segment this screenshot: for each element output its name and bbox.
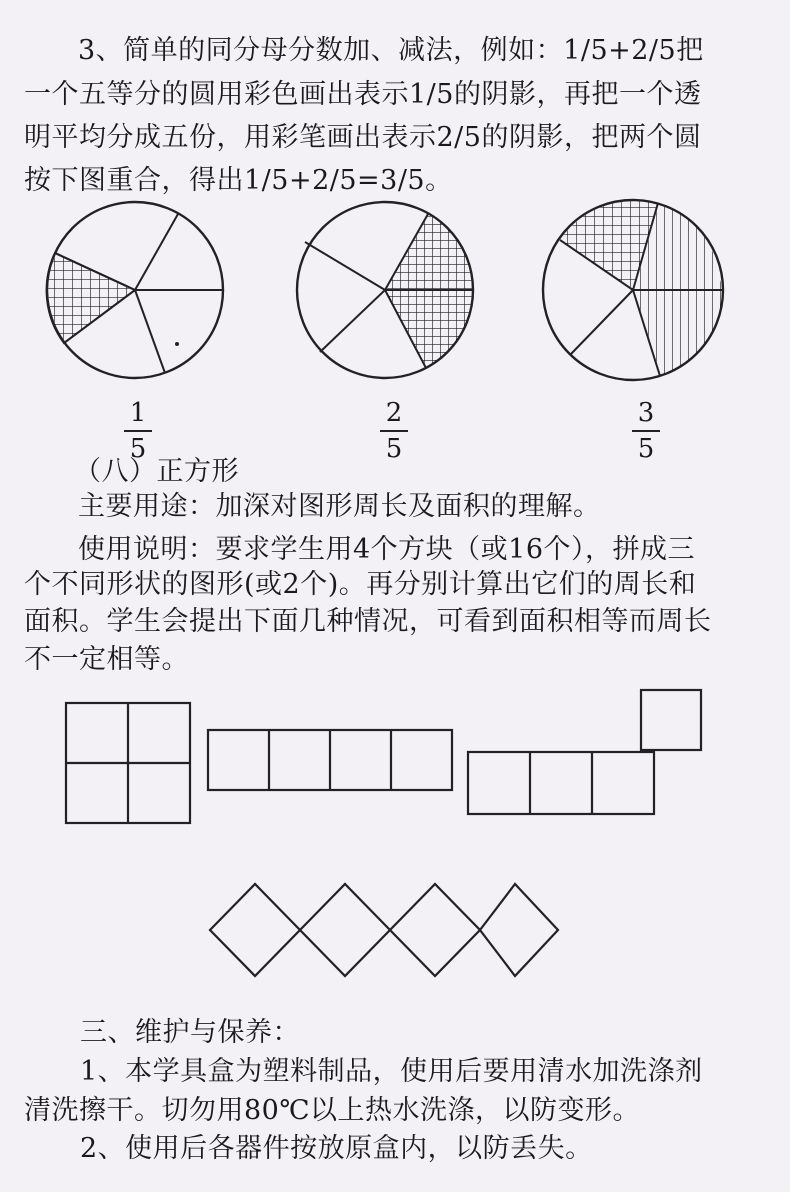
fraction-label-3 [626,398,666,464]
maintenance-heading: 三、维护与保养： [80,1017,300,1048]
section8-usage-line-4: 不一定相等。 [24,644,189,675]
shape-2x2-square [66,703,190,823]
fraction-2-bar [380,430,408,432]
fraction-3-denominator: 5 [637,434,655,464]
shape-diamond-chain [210,884,558,976]
section8-usage-line-2: 个不同形状的图形(或2个)。再分别计算出它们的周长和 [24,569,697,600]
circle-one-fifth [47,202,223,378]
shape-l-stair [468,690,701,814]
section3-line-1: 3、简单的同分母分数加、减法，例如：1/5+2/5把 [78,35,704,66]
section8-purpose: 主要用途：加深对图形周长及面积的理解。 [78,491,601,522]
maintenance-line-3: 2、使用后各器件按放原盒内，以防丢失。 [80,1133,593,1164]
section3-line-3: 明平均分成五份，用彩笔画出表示2/5的阴影，把两个圆 [24,122,702,153]
fraction-label-2 [374,398,414,464]
shape-1x4-row [208,730,452,790]
fraction-1-denominator: 5 [129,434,147,464]
circle-two-fifths [297,202,473,378]
maintenance-line-2: 清洗擦干。切勿用80℃以上热水洗涤，以防变形。 [24,1095,641,1126]
maintenance-line-1: 1、本学具盒为塑料制品，使用后要用清水加洗涤剂 [80,1056,703,1087]
section8-usage-line-1: 使用说明：要求学生用4个方块（或16个），拼成三 [78,534,696,565]
section8-heading: （八）正方形 [74,456,239,487]
section3-line-4: 按下图重合，得出1/5+2/5=3/5。 [24,165,453,196]
circle-three-fifths [543,200,723,380]
fraction-2-denominator: 5 [385,434,403,464]
fraction-3-numerator: 3 [637,398,655,428]
section3-line-2: 一个五等分的圆用彩色画出表示1/5的阴影，再把一个透 [24,79,702,110]
section8-usage-line-3: 面积。学生会提出下面几种情况，可看到面积相等而周长 [24,606,712,637]
fraction-1-numerator: 1 [129,398,147,428]
fraction-1-bar [124,430,152,432]
fraction-3-bar [632,430,660,432]
fraction-2-numerator: 2 [385,398,403,428]
